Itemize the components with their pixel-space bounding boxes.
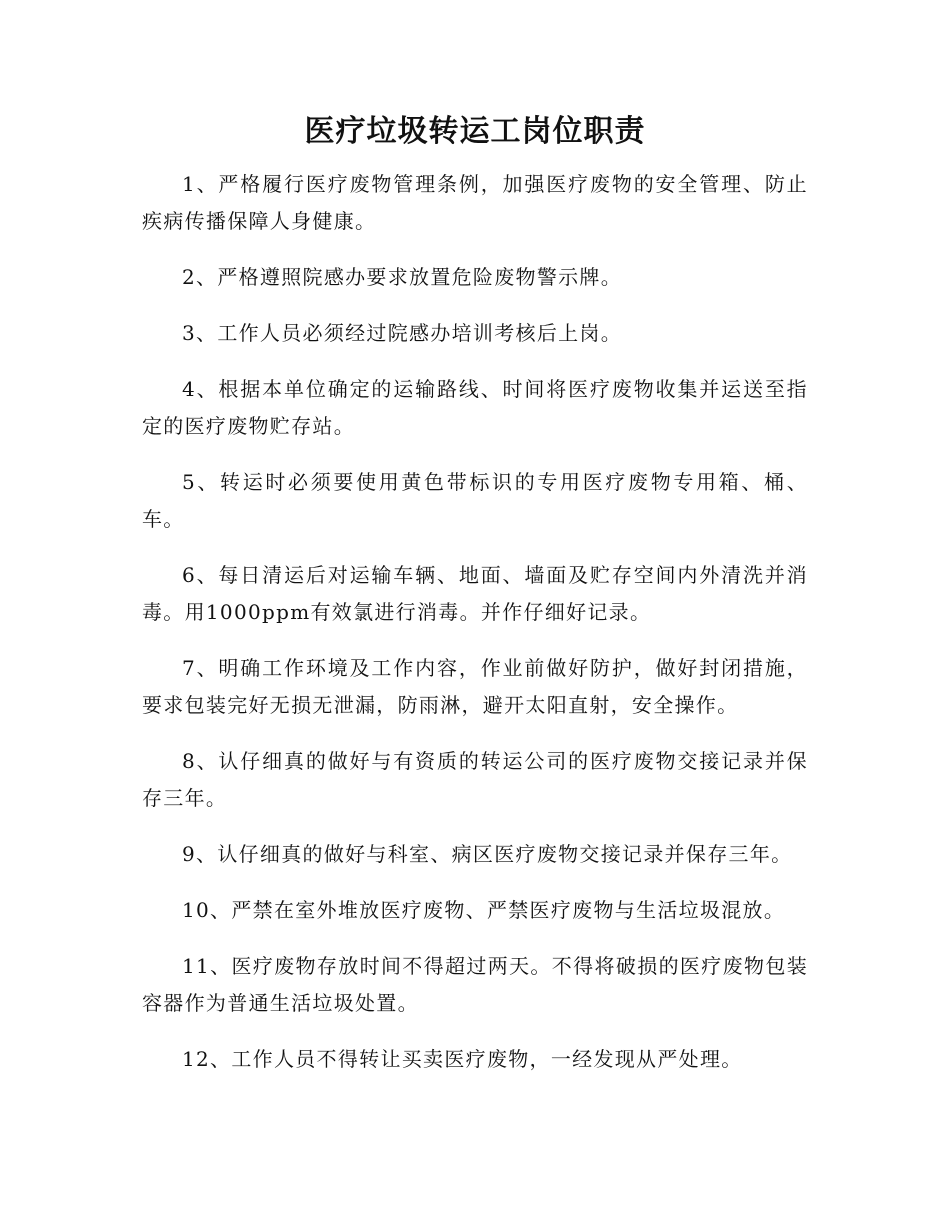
duty-item-1: 1、严格履行医疗废物管理条例，加强医疗废物的安全管理、防止疾病传播保障人身健康。 bbox=[142, 172, 808, 233]
duty-item-12: 12、工作人员不得转让买卖医疗废物，一经发现从严处理。 bbox=[182, 1047, 743, 1071]
duty-item-10: 10、严禁在室外堆放医疗废物、严禁医疗废物与生活垃圾混放。 bbox=[182, 898, 786, 922]
duty-item-2: 2、严格遵照院感办要求放置危险废物警示牌。 bbox=[182, 265, 623, 289]
duty-item-8: 8、认仔细真的做好与有资质的转运公司的医疗废物交接记录并保存三年。 bbox=[142, 749, 808, 810]
duty-item-4: 4、根据本单位确定的运输路线、时间将医疗废物收集并运送至指定的医疗废物贮存站。 bbox=[142, 377, 808, 438]
duty-item-7: 7、明确工作环境及工作内容，作业前做好防护，做好封闭措施，要求包装完好无损无泄漏，防雨淋，避开太阳直射，安全操作。 bbox=[142, 656, 808, 717]
document-title: 医疗垃圾转运工岗位职责 bbox=[304, 114, 646, 149]
document-body bbox=[142, 166, 808, 1097]
duty-item-6: 6、每日清运后对运输车辆、地面、墙面及贮存空间内外清洗并消毒。用1000ppm有效氯进行消毒。并作仔细好记录。 bbox=[142, 563, 808, 624]
duty-item-11: 11、医疗废物存放时间不得超过两天。不得将破损的医疗废物包装容器作为普通生活垃圾处置。 bbox=[142, 954, 808, 1015]
duty-item-9: 9、认仔细真的做好与科室、病区医疗废物交接记录并保存三年。 bbox=[182, 842, 793, 866]
duty-item-3: 3、工作人员必须经过院感办培训考核后上岗。 bbox=[182, 321, 623, 345]
duty-item-5: 5、转运时必须要使用黄色带标识的专用医疗废物专用箱、桶、车。 bbox=[142, 470, 808, 531]
